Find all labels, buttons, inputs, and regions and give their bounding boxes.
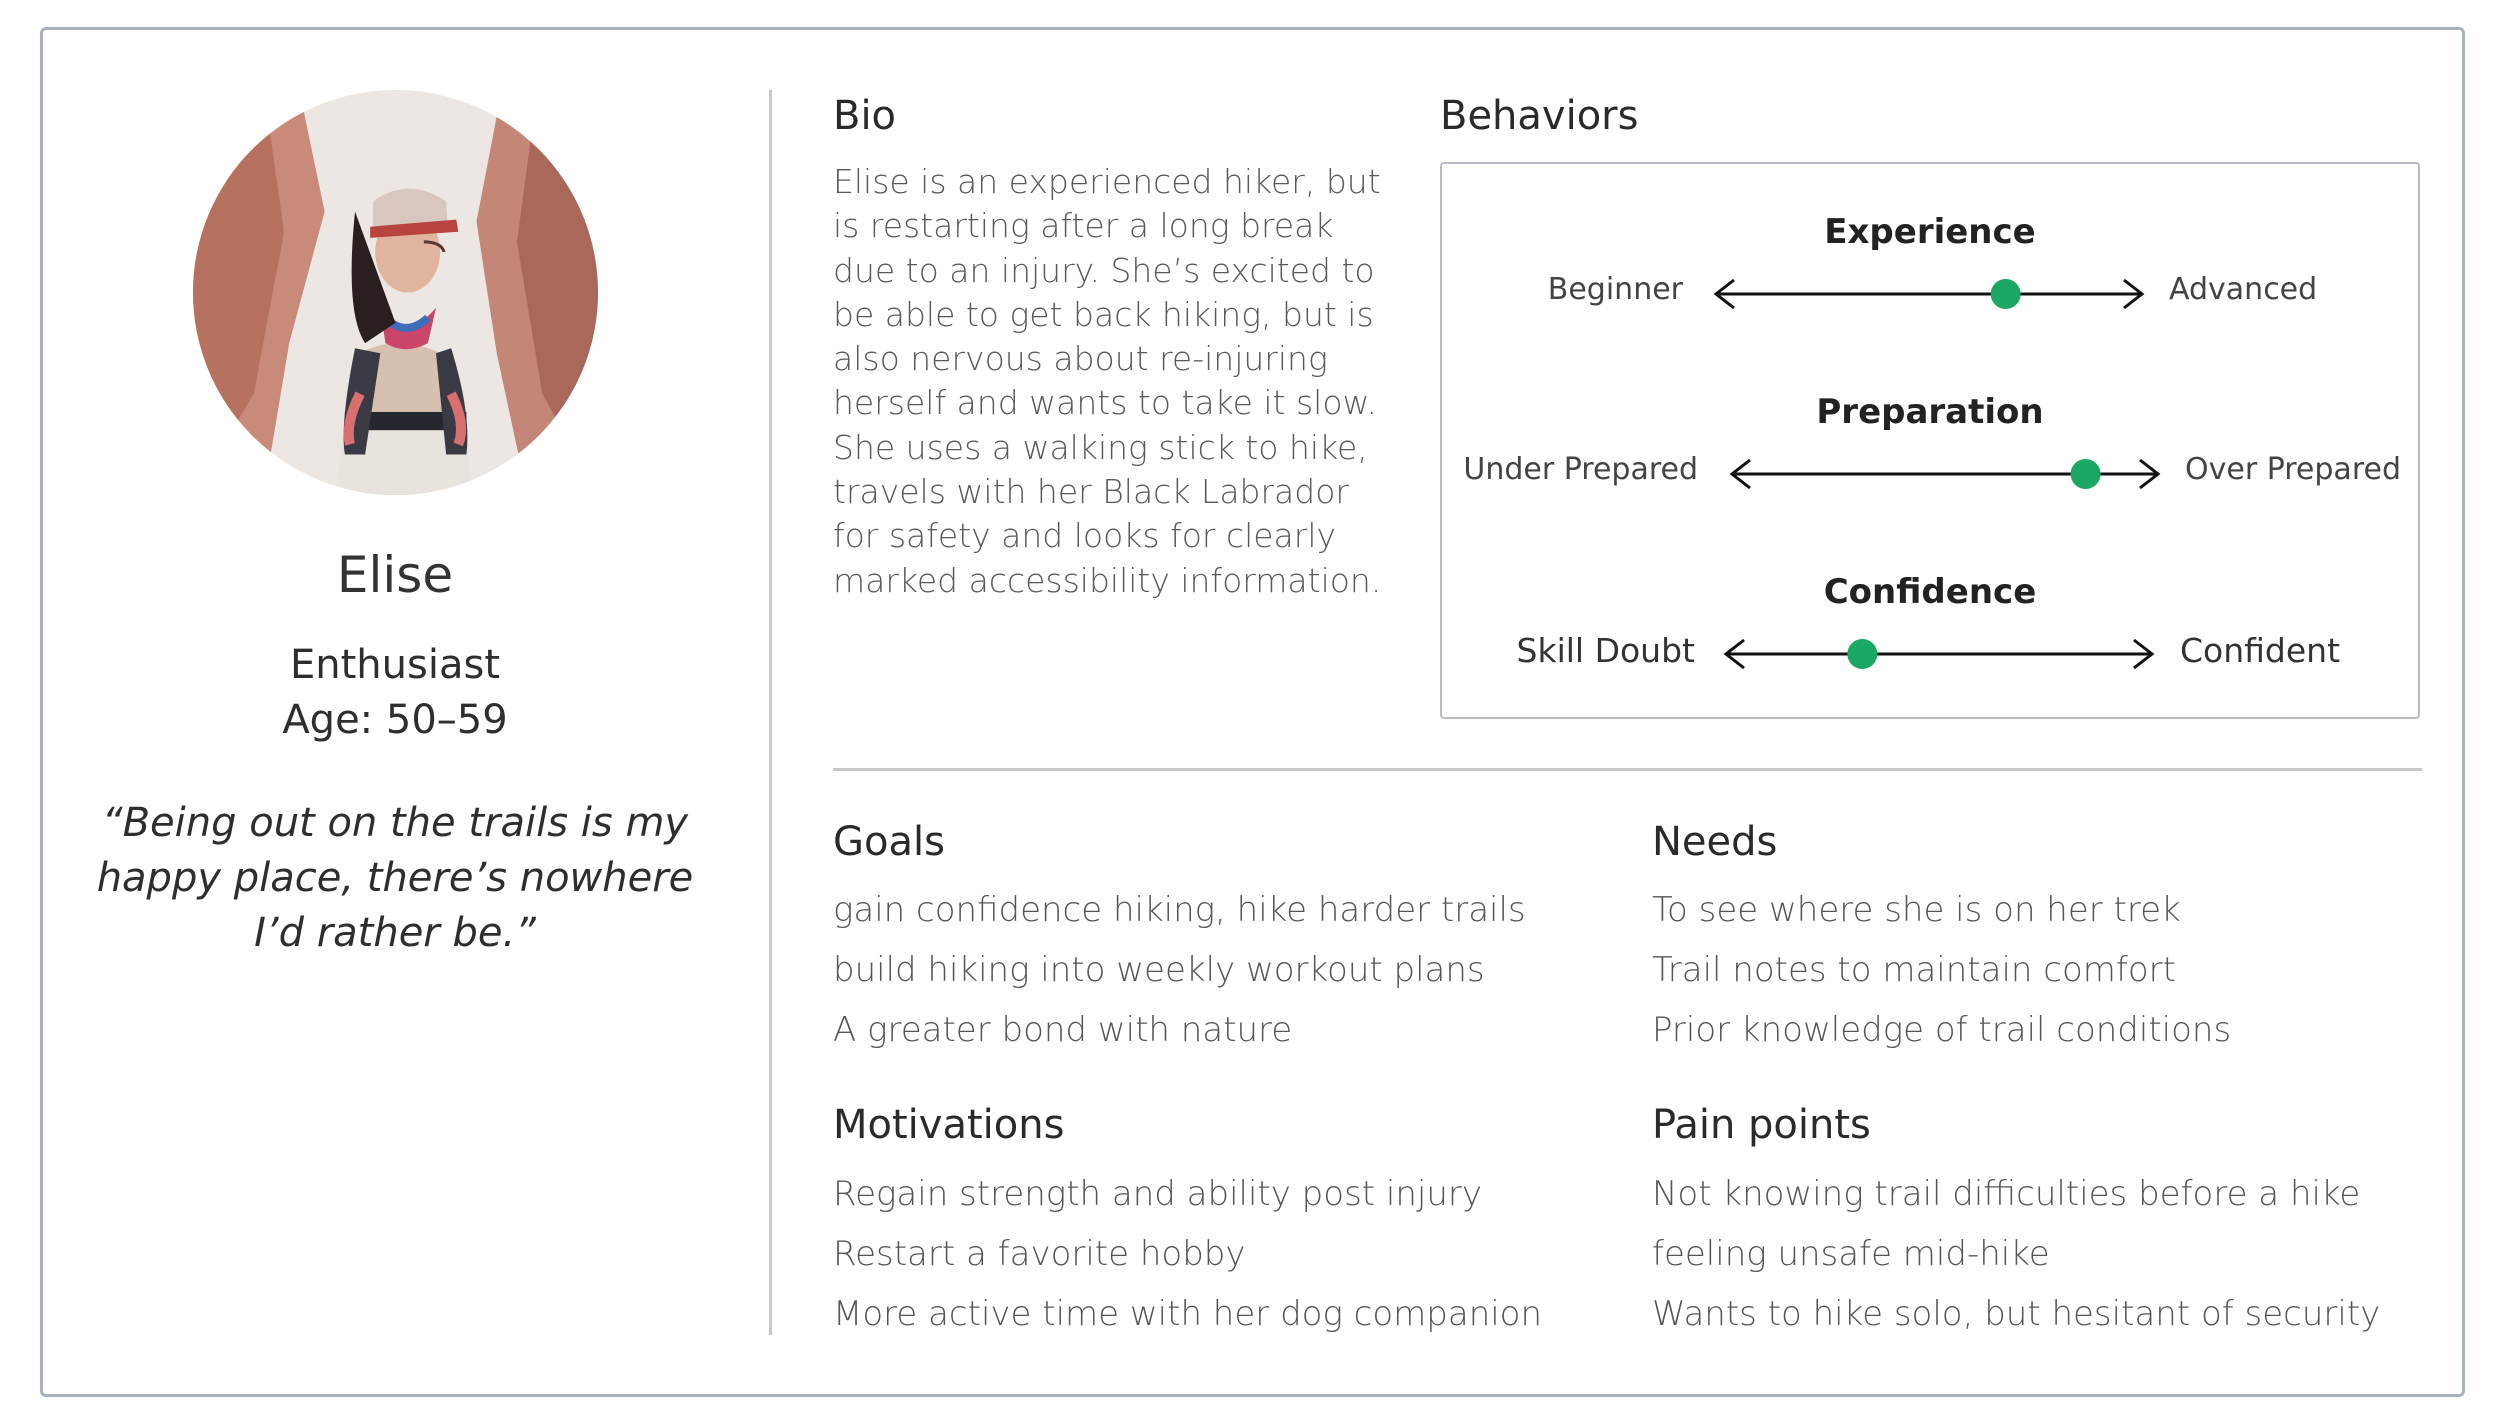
goals-list [833, 880, 1526, 1060]
bio-title: Bio [833, 93, 897, 139]
behavior-marker-confidence [1847, 639, 1877, 669]
vertical-divider [769, 90, 772, 1335]
behavior-left-label-preparation: Under Prepared [1463, 452, 1698, 487]
pain-points-item: Not knowing trail difficulties before a hike [1652, 1174, 2361, 1214]
goals-item: build hiking into weekly workout plans [833, 950, 1485, 990]
persona-photo [193, 90, 598, 495]
needs-item: Trail notes to maintain comfort [1652, 950, 2176, 990]
motivations-title: Motivations [833, 1102, 1065, 1148]
behavior-slider-confidence [1720, 634, 2160, 674]
pain-points-item: feeling unsafe mid-hike [1652, 1234, 2050, 1274]
persona-age: Age: 50–59 [282, 697, 508, 743]
behavior-right-label-preparation: Over Prepared [2185, 452, 2401, 487]
behavior-marker-preparation [2071, 459, 2101, 489]
goals-title: Goals [833, 819, 945, 865]
behavior-left-label-confidence: Skill Doubt [1516, 631, 1695, 670]
behavior-marker-experience [1991, 279, 2021, 309]
needs-list [1652, 880, 2231, 1060]
behaviors-panel [1440, 162, 2420, 719]
needs-item: Prior knowledge of trail conditions [1652, 1010, 2232, 1050]
behavior-title-preparation: Preparation [1816, 392, 2044, 432]
behavior-right-label-experience: Advanced [2169, 272, 2318, 307]
pain-points-list [1652, 1164, 2380, 1344]
bio-text: Elise is an experienced hiker, but is restarting after a long break due to an injury. She’s excited to be able to get back hiking, but is also nervous about re-injuring herself and wants to take it slow. She uses a walking stick to hike, travels with her Black Labrador for safety and looks for clearly marked accessibility information. [833, 162, 1382, 600]
behavior-title-experience: Experience [1824, 212, 2036, 252]
motivations-item: More active time with her dog companion [833, 1294, 1543, 1334]
behavior-slider-preparation [1726, 454, 2166, 494]
avatar [193, 90, 598, 495]
persona-quote: “Being out on the trails is my happy place, there’s nowhere I’d rather be.” [96, 800, 694, 956]
behaviors-title: Behaviors [1440, 93, 1639, 139]
behavior-right-label-confidence: Confident [2180, 631, 2341, 670]
motivations-item: Restart a favorite hobby [833, 1234, 1246, 1274]
needs-item: To see where she is on her trek [1652, 890, 2181, 930]
needs-title: Needs [1652, 819, 1778, 865]
horizontal-divider [833, 768, 2422, 771]
pain-points-item: Wants to hike solo, but hesitant of security [1652, 1294, 2381, 1334]
behavior-slider-experience [1710, 274, 2150, 314]
motivations-item: Regain strength and ability post injury [833, 1174, 1483, 1214]
persona-role: Enthusiast [290, 642, 500, 688]
persona-name: Elise [336, 546, 454, 604]
goals-item: A greater bond with nature [833, 1010, 1293, 1050]
goals-item: gain confidence hiking, hike harder trails [833, 890, 1526, 930]
behavior-title-confidence: Confidence [1823, 572, 2037, 612]
behavior-left-label-experience: Beginner [1547, 272, 1683, 307]
motivations-list [833, 1164, 1542, 1344]
pain-points-title: Pain points [1652, 1102, 1871, 1148]
